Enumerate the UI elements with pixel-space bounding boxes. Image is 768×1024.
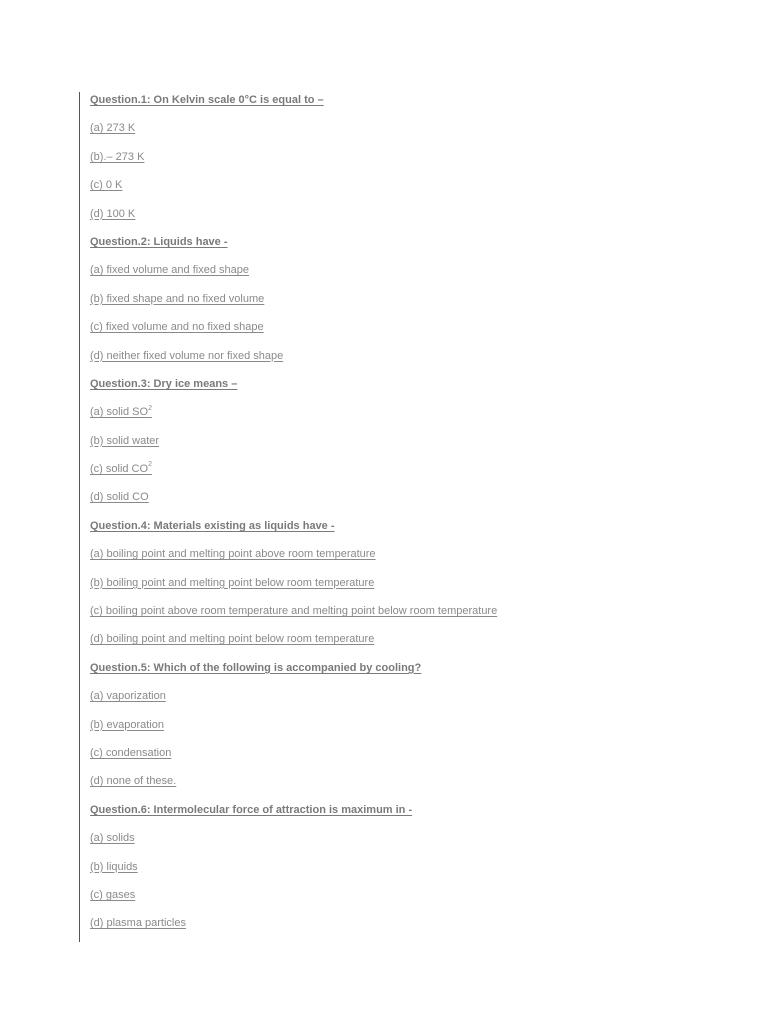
question-5-option-c xyxy=(90,745,750,773)
option-text: (b) liquids xyxy=(90,860,138,873)
question-4-option-d xyxy=(90,631,750,659)
option-main-text: (a) solid SO xyxy=(90,406,149,419)
question-6-prompt xyxy=(90,802,750,830)
question-1-option-a xyxy=(90,120,750,148)
question-4-option-c xyxy=(90,603,750,631)
question-1-prompt xyxy=(90,92,750,120)
option-text: (a) 273 K xyxy=(90,122,136,135)
question-5-option-a xyxy=(90,688,750,716)
question-6-option-c xyxy=(90,887,750,915)
question-5-prompt xyxy=(90,660,750,688)
question-4-option-b xyxy=(90,575,750,603)
question-2-option-d xyxy=(90,348,750,376)
question-5-text: Question.5: Which of the following is accompanied by cooling? xyxy=(90,661,422,674)
question-2-option-a xyxy=(90,262,750,290)
question-4-prompt xyxy=(90,518,750,546)
option-text: (d) 100 K xyxy=(90,207,136,220)
question-1-text: Question.1: On Kelvin scale 0°C is equal to – xyxy=(90,94,324,106)
left-margin-rule xyxy=(79,92,80,942)
option-text xyxy=(90,406,152,418)
question-4-text: Question.4: Materials existing as liquids have - xyxy=(90,519,335,532)
subscript-2: 2 xyxy=(148,461,152,469)
option-text: (a) boiling point and melting point above room temperature xyxy=(90,548,376,561)
question-3-prompt xyxy=(90,376,750,404)
option-text: (a) solids xyxy=(90,832,135,845)
option-main-text: (c) solid CO xyxy=(90,463,149,476)
question-2-text: Question.2: Liquids have - xyxy=(90,235,228,248)
option-text: (c) gases xyxy=(90,888,136,901)
question-1-option-c xyxy=(90,177,750,205)
option-text: (d) plasma particles xyxy=(90,917,186,930)
question-6-option-b xyxy=(90,859,750,887)
question-5-option-d xyxy=(90,773,750,801)
subscript-2: 2 xyxy=(148,404,152,412)
question-1-option-b xyxy=(90,149,750,177)
option-text: (d) none of these. xyxy=(90,775,177,788)
option-text: (c) fixed volume and no fixed shape xyxy=(90,321,264,334)
option-text: (c) boiling point above room temperature and melting point below room temperature xyxy=(90,605,498,618)
question-4-option-a xyxy=(90,546,750,574)
question-2-option-b xyxy=(90,291,750,319)
question-3-text: Question.3: Dry ice means – xyxy=(90,377,238,390)
option-text: (d) neither fixed volume nor fixed shape xyxy=(90,349,284,362)
question-6-option-d xyxy=(90,915,750,943)
option-text: (b) solid water xyxy=(90,434,160,447)
option-text: (d) boiling point and melting point below room temperature xyxy=(90,633,375,646)
question-3-option-d xyxy=(90,489,750,517)
quiz-content xyxy=(90,92,750,944)
question-3-option-b xyxy=(90,433,750,461)
option-text: (b).– 273 K xyxy=(90,150,145,163)
option-text: (b) fixed shape and no fixed volume xyxy=(90,292,265,305)
option-text: (c) condensation xyxy=(90,746,172,759)
option-text: (b) boiling point and melting point below room temperature xyxy=(90,576,375,589)
question-6-text: Question.6: Intermolecular force of attraction is maximum in - xyxy=(90,803,413,816)
option-text: (c) 0 K xyxy=(90,179,123,192)
option-text: (d) solid CO xyxy=(90,491,149,504)
option-text: (b) evaporation xyxy=(90,718,164,731)
question-2-prompt xyxy=(90,234,750,262)
option-text: (a) vaporization xyxy=(90,690,166,703)
question-1-option-d xyxy=(90,206,750,234)
question-2-option-c xyxy=(90,319,750,347)
question-3-option-a xyxy=(90,404,750,432)
option-text: (a) fixed volume and fixed shape xyxy=(90,264,249,277)
question-6-option-a xyxy=(90,830,750,858)
option-text xyxy=(90,463,152,475)
question-3-option-c xyxy=(90,461,750,489)
question-5-option-b xyxy=(90,717,750,745)
